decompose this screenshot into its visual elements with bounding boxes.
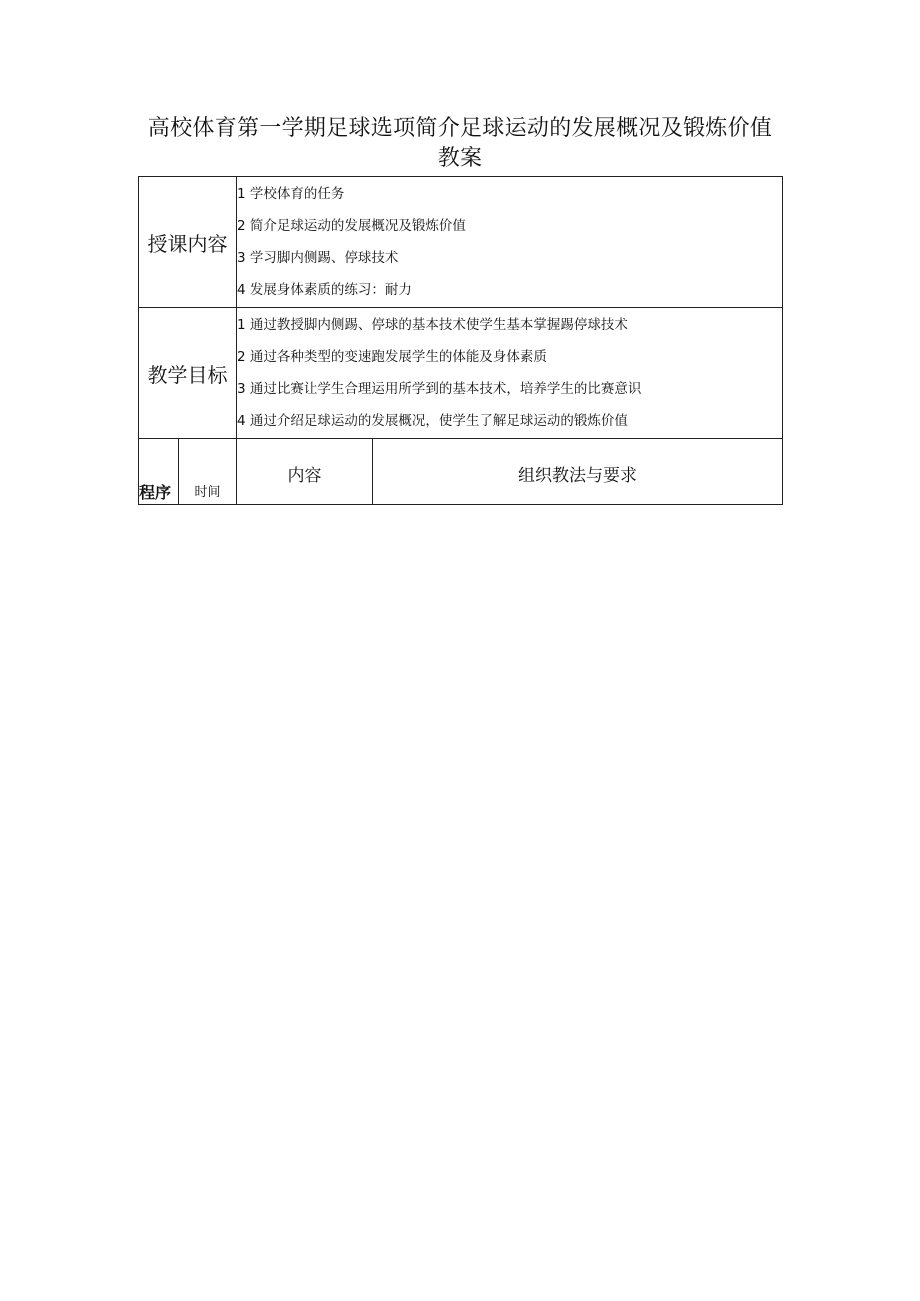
- teaching-goal-item: 1 通过教授脚内侧踢、停球的基本技术使学生基本掌握踢停球技术: [237, 317, 628, 333]
- teaching-goal-item: 4 通过介绍足球运动的发展概况，使学生了解足球运动的锻炼价值: [237, 413, 628, 429]
- teaching-goal-item: 3 通过比赛让学生合理运用所学到的基本技术，培养学生的比赛意识: [237, 381, 642, 397]
- teaching-content-row: [139, 177, 783, 308]
- teaching-content-item: 3 学习脚内侧踢、停球技术: [237, 250, 399, 266]
- teaching-goal-item: 2 通过各种类型的变速跑发展学生的体能及身体素质: [237, 349, 547, 365]
- organization-header: 组织教法与要求: [373, 439, 783, 505]
- procedure-header: 程序: [139, 439, 179, 505]
- schedule-header-row: [139, 439, 783, 505]
- teaching-content-item: 1 学校体育的任务: [237, 186, 345, 202]
- teaching-content-item: 2 简介足球运动的发展概况及锻炼价值: [237, 218, 466, 234]
- time-header: 时间: [179, 439, 237, 505]
- teaching-goals-row: [139, 308, 783, 439]
- teaching-goals-label: 教学目标: [139, 308, 237, 439]
- lesson-plan-table: [138, 176, 783, 505]
- teaching-goals-list: [237, 308, 783, 439]
- content-header: 内容: [237, 439, 373, 505]
- teaching-content-item: 4 发展身体素质的练习：耐力: [237, 282, 412, 298]
- teaching-content-list: [237, 177, 783, 308]
- teaching-content-label: 授课内容: [139, 177, 237, 308]
- page-title: 高校体育第一学期足球选项简介足球运动的发展概况及锻炼价值教案: [147, 116, 773, 171]
